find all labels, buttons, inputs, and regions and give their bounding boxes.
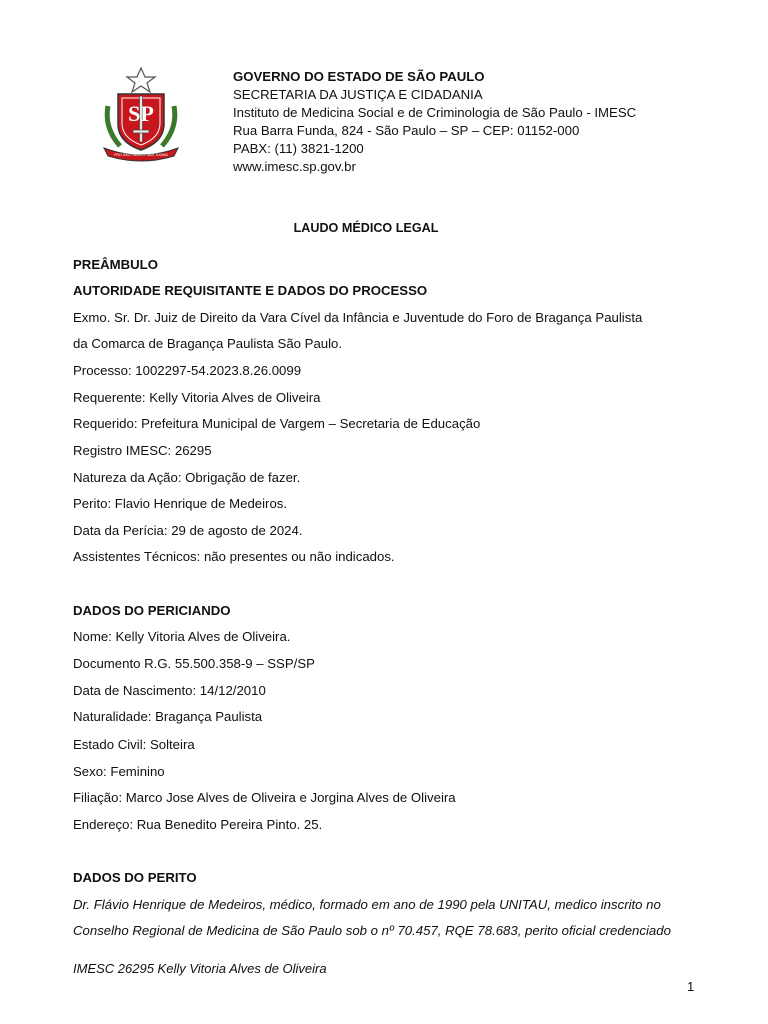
preambulo-line: da Comarca de Bragança Paulista São Paulo. (73, 336, 343, 351)
preambulo-line: Perito: Flavio Henrique de Medeiros. (73, 496, 288, 511)
autoridade-heading: AUTORIDADE REQUISITANTE E DADOS DO PROCESSO (73, 283, 428, 298)
page-footer: IMESC 26295 Kelly Vitoria Alves de Oliveira (73, 961, 327, 976)
perito-line: Dr. Flávio Henrique de Medeiros, médico, formado em ano de 1990 pela UNITAU, medico inscrito no (73, 897, 661, 912)
preambulo-line: Registro IMESC: 26295 (73, 443, 212, 458)
periciando-line: Documento R.G. 55.500.358-9 – SSP/SP (73, 656, 315, 671)
preambulo-line: Processo: 1002297-54.2023.8.26.0099 (73, 363, 302, 378)
letterhead (233, 68, 636, 176)
periciando-line: Data de Nascimento: 14/12/2010 (73, 683, 266, 698)
periciando-line: Nome: Kelly Vitoria Alves de Oliveira. (73, 629, 291, 644)
preambulo-line: Natureza da Ação: Obrigação de fazer. (73, 470, 301, 485)
letterhead-phone: PABX: (11) 3821-1200 (233, 141, 364, 156)
document-title: LAUDO MÉDICO LEGAL (293, 221, 439, 235)
preambulo-line: Requerente: Kelly Vitoria Alves de Oliveira (73, 390, 321, 405)
preambulo-line: Exmo. Sr. Dr. Juiz de Direito da Vara Cível da Infância e Juventude do Foro de Bragança Paulista (73, 310, 643, 325)
periciando-line: Endereço: Rua Benedito Pereira Pinto. 25. (73, 817, 323, 832)
seal-letters: SP (128, 101, 154, 126)
periciando-heading: DADOS DO PERICIANDO (73, 603, 231, 618)
letterhead-institute: Instituto de Medicina Social e de Criminologia de São Paulo - IMESC (233, 105, 637, 120)
preambulo-heading: PREÂMBULO (73, 257, 158, 272)
page-number: 1 (687, 979, 695, 994)
periciando-line: Estado Civil: Solteira (73, 737, 195, 752)
letterhead-government: GOVERNO DO ESTADO DE SÃO PAULO (233, 69, 485, 84)
preambulo-line: Data da Perícia: 29 de agosto de 2024. (73, 523, 303, 538)
periciando-line: Sexo: Feminino (73, 764, 165, 779)
sao-paulo-coat-of-arms-icon (100, 66, 182, 162)
seal-motto: PRO SÃO PAULO FIANT EXIMIA (114, 153, 168, 157)
perito-heading: DADOS DO PERITO (73, 870, 197, 885)
periciando-line: Filiação: Marco Jose Alves de Oliveira e Jorgina Alves de Oliveira (73, 790, 456, 805)
periciando-line: Naturalidade: Bragança Paulista (73, 709, 263, 724)
preambulo-line: Requerido: Prefeitura Municipal de Vargem – Secretaria de Educação (73, 416, 481, 431)
letterhead-secretaria: SECRETARIA DA JUSTIÇA E CIDADANIA (233, 87, 483, 102)
letterhead-website: www.imesc.sp.gov.br (233, 159, 356, 174)
letterhead-address: Rua Barra Funda, 824 - São Paulo – SP – CEP: 01152-000 (233, 123, 580, 138)
perito-line: Conselho Regional de Medicina de São Paulo sob o nº 70.457, RQE 78.683, perito oficial credenciado (73, 923, 671, 938)
preambulo-line: Assistentes Técnicos: não presentes ou não indicados. (73, 549, 395, 564)
